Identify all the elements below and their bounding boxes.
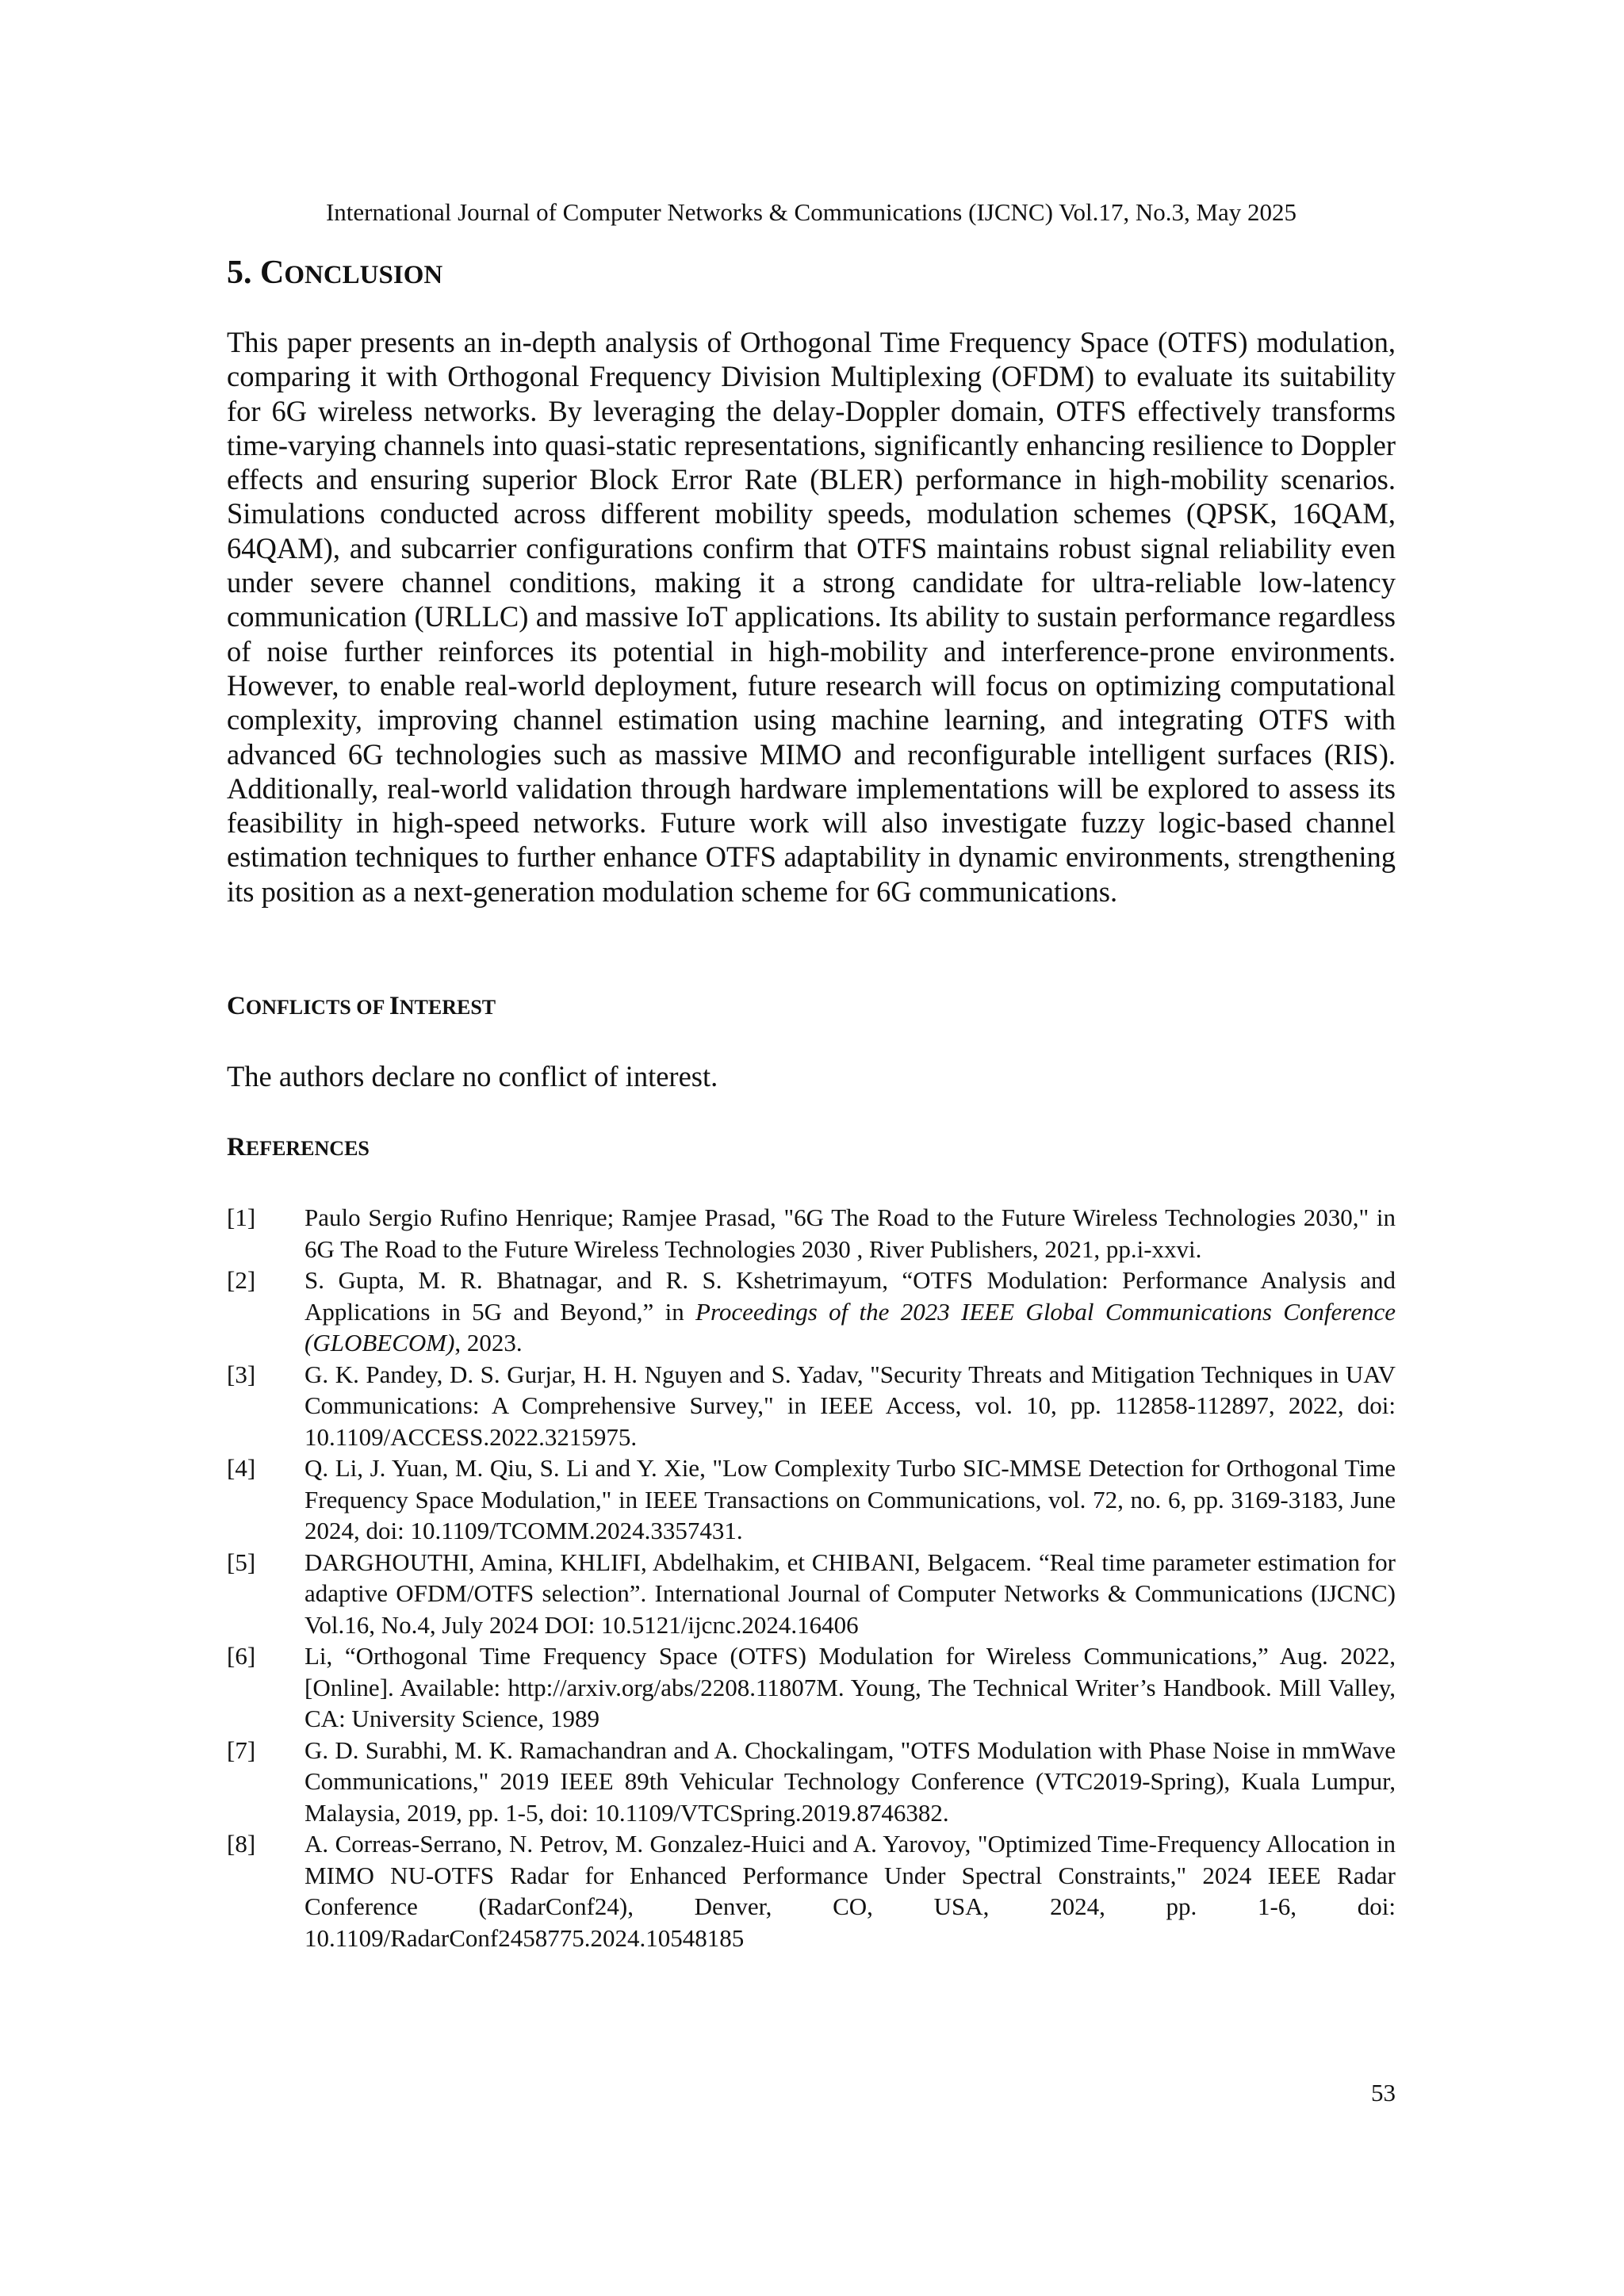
reference-number: [4] (227, 1454, 256, 1482)
reference-item (227, 1265, 1396, 1359)
reference-item (227, 1359, 1396, 1453)
running-header: International Journal of Computer Networks & Communications (IJCNC) Vol.17, No.3, May 2025 (325, 198, 1297, 226)
reference-venue-italic: Proceedings of the 2023 IEEE Global Communications Conference (GLOBECOM) (304, 1297, 1396, 1357)
reference-item (227, 1735, 1396, 1829)
reference-text (304, 1265, 1396, 1359)
conclusion-heading (227, 252, 442, 296)
section-number: 5. (227, 254, 260, 291)
reference-number: [1] (227, 1203, 256, 1231)
reference-text-part: , 2023. (454, 1329, 523, 1357)
reference-number: [2] (227, 1266, 256, 1294)
reference-number: [5] (227, 1548, 256, 1576)
reference-text: G. K. Pandey, D. S. Gurjar, H. H. Nguyen and S. Yadav, "Security Threats and Mitigation Techniques in UAV Communications: A Comprehensive Survey," in IEEE Access, vol. 10, pp. 112858-112897, 2022, doi: 10.1109/ACCESS.2022.3215975. (304, 1360, 1396, 1451)
reference-text: Li, “Orthogonal Time Frequency Space (OTFS) Modulation for Wireless Communications,” Aug. 2022, [Online]. Available: http://arxiv.org/abs/2208.11807M. Young, The Technical Writer’s Handbook. Mill Valley, CA: University Science, 1989 (304, 1642, 1396, 1732)
reference-number: [6] (227, 1642, 256, 1670)
reference-number: [3] (227, 1360, 256, 1388)
reference-item (227, 1547, 1396, 1641)
reference-number: [8] (227, 1830, 256, 1858)
heading-initial: R (227, 1133, 246, 1161)
heading-rest: NTEREST (399, 996, 496, 1019)
heading-rest: EFERENCES (245, 1137, 370, 1160)
reference-text: Paulo Sergio Rufino Henrique; Ramjee Prasad, "6G The Road to the Future Wireless Technologies 2030," in 6G The Road to the Future Wireless Technologies 2030 , River Publishers, 2021, pp.i-xxvi. (304, 1203, 1396, 1263)
reference-item (227, 1452, 1396, 1547)
reference-text-part: S. Gupta, M. R. Bhatnagar, and R. S. Kshetrimayum, “OTFS Modulation: Performance Analysis and Applications in 5G and Beyond,” in (304, 1266, 1396, 1326)
heading-initial: I (389, 992, 400, 1020)
reference-item (227, 1202, 1396, 1265)
reference-text: Q. Li, J. Yuan, M. Qiu, S. Li and Y. Xie, "Low Complexity Turbo SIC-MMSE Detection for Orthogonal Time Frequency Space Modulation," in IEEE Transactions on Communications, vol. 72, no. 6, pp. 3169-3183, June 2024, doi: 10.1109/TCOMM.2024.3357431. (304, 1454, 1396, 1544)
reference-text: DARGHOUTHI, Amina, KHLIFI, Abdelhakim, et CHIBANI, Belgacem. “Real time parameter estimation for adaptive OFDM/OTFS selection”. International Journal of Computer Networks & Communications (IJCNC) Vol.16, No.4, July 2024 DOI: 10.5121/ijcnc.2024.16406 (304, 1548, 1396, 1639)
heading-rest: ONCLUSION (284, 261, 443, 289)
conflicts-statement: The authors declare no conflict of interest. (227, 1060, 718, 1093)
reference-text: G. D. Surabhi, M. K. Ramachandran and A. Chockalingam, "OTFS Modulation with Phase Noise in mmWave Communications," 2019 IEEE 89th Vehicular Technology Conference (VTC2019-Spring), Kuala Lumpur, Malaysia, 2019, pp. 1-5, doi: 10.1109/VTCSpring.2019.8746382. (304, 1735, 1396, 1827)
reference-list (227, 1202, 1396, 1954)
heading-initial: C (260, 254, 285, 291)
conclusion-paragraph: This paper presents an in-depth analysis of Orthogonal Time Frequency Space (OTFS) modulation, comparing it with Orthogonal Frequency Division Multiplexing (OFDM) to evaluate its suitability for 6G wireless networks. By leveraging the delay-Doppler domain, OTFS effectively transforms time-varying channels into quasi-static representations, significantly enhancing resilience to Doppler effects and ensuring superior Block Error Rate (BLER) performance in high-mobility scenarios. Simulations conducted across different mobility speeds, modulation schemes (QPSK, 16QAM, 64QAM), and subcarrier configurations confirm that OTFS maintains robust signal reliability even under severe channel conditions, making it a strong candidate for ultra-reliable low-latency communication (URLLC) and massive IoT applications. Its ability to sustain performance regardless of noise further reinforces its potential in high-mobility and interference-prone environments. However, to enable real-world deployment, future research will focus on optimizing computational complexity, improving channel estimation using machine learning, and integrating OTFS with advanced 6G technologies such as massive MIMO and reconfigurable intelligent surfaces (RIS). Additionally, real-world validation through hardware implementations will be explored to assess its feasibility in high-speed networks. Future work will also investigate fuzzy logic-based channel estimation techniques to further enhance OTFS adaptability in dynamic environments, strengthening its position as a next-generation modulation scheme for 6G communications. (227, 326, 1396, 908)
references-heading (227, 1131, 370, 1165)
conflicts-heading (227, 989, 496, 1024)
reference-text: A. Correas-Serrano, N. Petrov, M. Gonzalez-Huici and A. Yarovoy, "Optimized Time-Frequency Allocation in MIMO NU-OTFS Radar for Enhanced Performance Under Spectral Constraints," 2024 IEEE Radar Conference (RadarConf24), Denver, CO, USA, 2024, pp. 1-6, doi: 10.1109/RadarConf2458775.2024.10548185 (304, 1830, 1396, 1952)
reference-item (227, 1828, 1396, 1954)
heading-rest: ONFLICTS OF (245, 996, 389, 1019)
reference-item (227, 1640, 1396, 1735)
heading-initial: C (227, 992, 246, 1020)
page-number: 53 (1371, 2079, 1396, 2107)
reference-number: [7] (227, 1735, 256, 1764)
